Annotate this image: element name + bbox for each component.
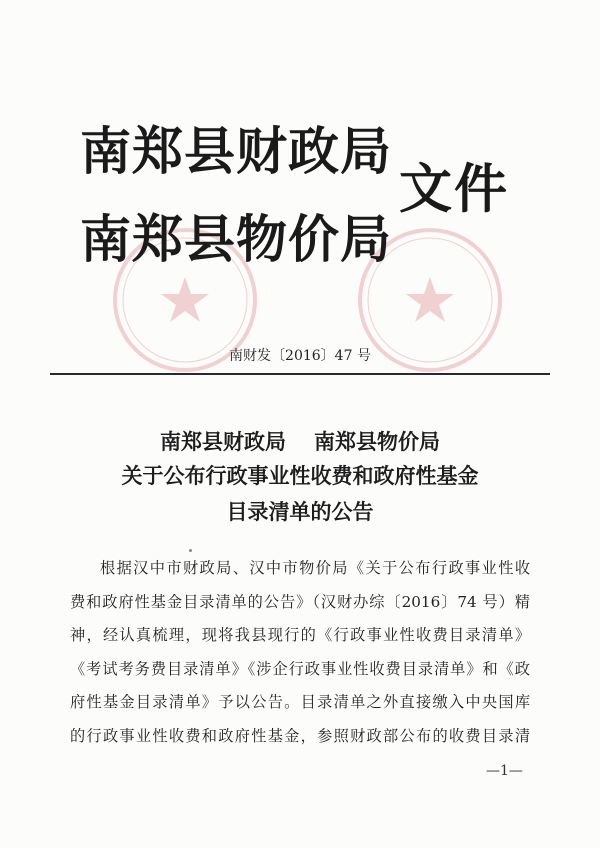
body-line: 神，经认真梳理，现将我县现行的《行政事业性收费目录清单》 — [70, 626, 530, 645]
title-agency-finance: 南郑县财政局 — [160, 430, 286, 454]
header-divider — [50, 373, 550, 375]
header-agency-finance: 南郑县财政局 — [80, 123, 393, 182]
document-number: 南财发〔2016〕47 号 — [229, 348, 371, 364]
page-number: —1— — [486, 763, 523, 779]
body-line: 根据汉中市财政局、汉中市物价局《关于公布行政事业性收 — [100, 559, 530, 577]
body-text — [70, 552, 530, 754]
body-line: 的行政事业性收费和政府性基金，参照财政部公布的收费目录清 — [70, 726, 530, 745]
body-line: 府性基金目录清单》予以公告。目录清单之外直接缴入中央国库 — [70, 693, 530, 712]
announcement-title-agencies — [0, 425, 600, 459]
announcement-title-line2: 关于公布行政事业性收费和政府性基金 — [121, 464, 479, 488]
header-doc-type: 文件 — [399, 159, 509, 220]
body-line: 《考试考务费目录清单》《涉企行政事业性收费目录清单》和《政 — [70, 659, 530, 678]
announcement-title-line3: 目录清单的公告 — [226, 500, 374, 524]
title-agency-price: 南郑县物价局 — [314, 430, 440, 454]
body-line: 费和政府性基金目录清单的公告》（汉财办综〔2016〕74 号）精 — [70, 592, 530, 611]
header-agency-price: 南郑县物价局 — [80, 211, 393, 270]
